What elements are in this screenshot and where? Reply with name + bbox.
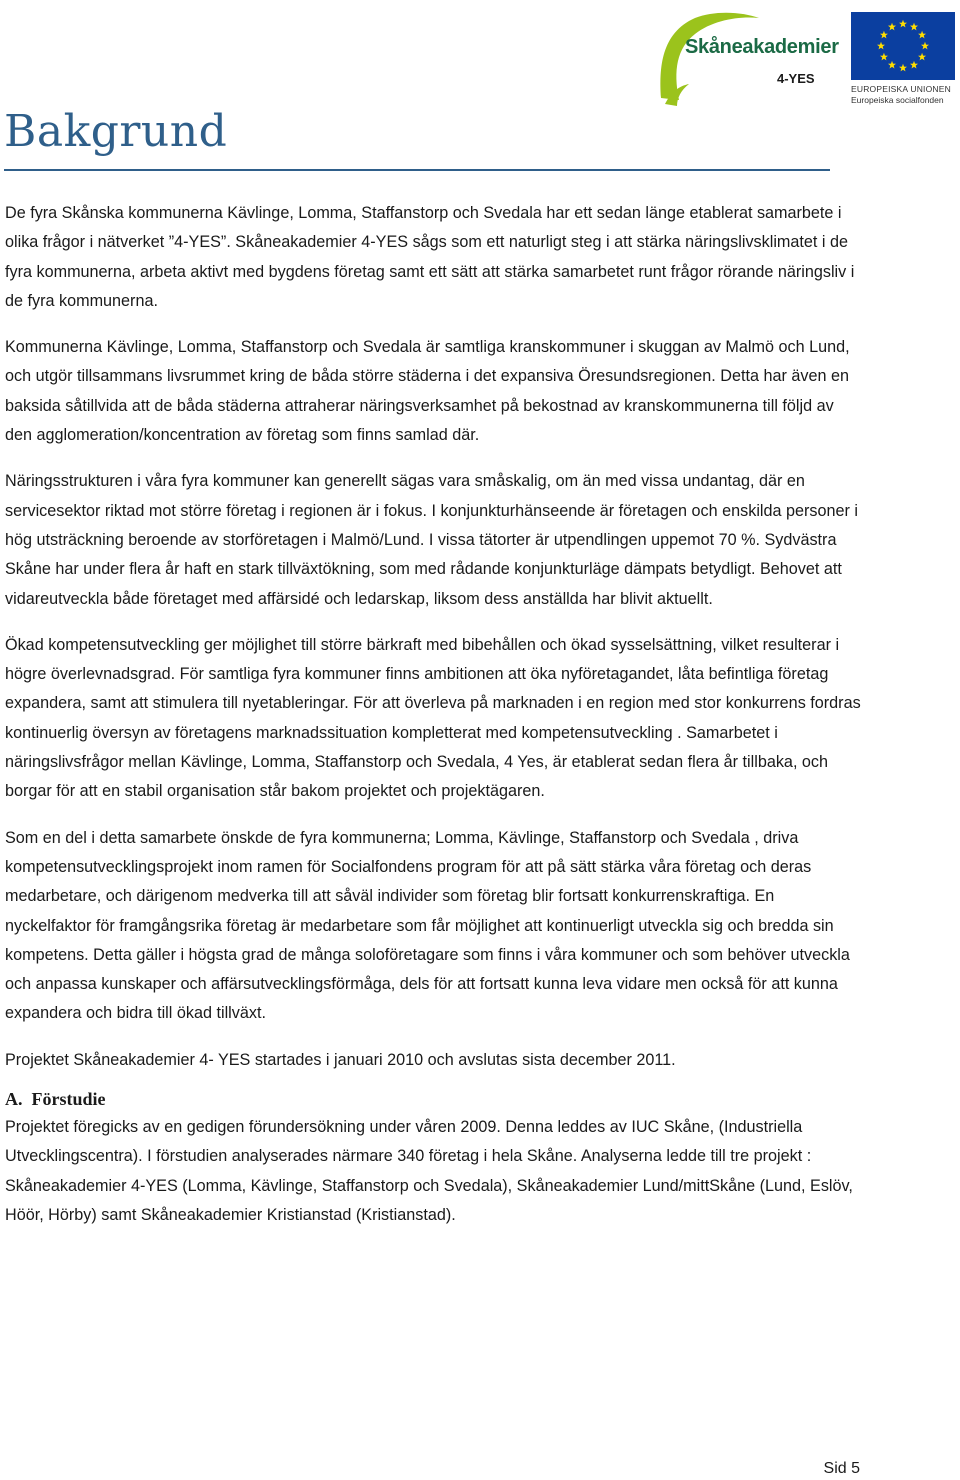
eu-stars-icon xyxy=(851,12,955,80)
section-a-title: Förstudie xyxy=(31,1089,106,1110)
heading-divider xyxy=(4,169,830,171)
eu-star-icon xyxy=(921,42,929,50)
eu-star-icon xyxy=(880,53,888,61)
eu-star-icon xyxy=(877,42,885,50)
section-a-text: Projektet föregicks av en gedigen förundersökning under våren 2009. Denna leddes av IUC Skåne, (Industriella Utvecklingscentra). I förstudien analyserades närmare 340 företag i hela Skåne. Analyserna ledde till tre projekt : Skåneakademier 4-YES (Lomma, Kävlinge, Staffanstorp och Svedala), Skåneakademier Lund/mittSkåne (Lund, Eslöv, Höör, Hörby) samt Skåneakademier Kristianstad (Kristianstad). xyxy=(5,1118,853,1224)
paragraph-4: Ökad kompetensutveckling ger möjlighet till större bärkraft med bibehållen och ökad sysselsättning, vilket resulterar i högre överlevnadsgrad. För samtliga fyra kommuner finns ambitionen att öka nyföretagandet, låta befintliga företag expandera, samt att stimulera till nyetableringar. För att överleva på marknaden i en region med stor konkurrens fordras kontinuerlig översyn av företagens marknadssituation kompletterat med kompetensutveckling . Samarbetet i näringslivsfrågor mellan Kävlinge, Lomma, Staffanstorp och Svedala, 4 Yes, är etablerat sedan flera år tillbaka, och borgar för att en stabil organisation står bakom projektet och projektägaren. xyxy=(5,635,861,801)
eu-star-icon xyxy=(888,23,896,31)
skaneakademier-wordmark: Skåneakademier xyxy=(685,36,839,58)
paragraph-2: Kommunerna Kävlinge, Lomma, Staffanstorp och Svedala är samtliga kranskommuner i skuggan av Malmö och Lund, och utgör tillsammans livsrummet kring de båda större städerna i det expansiva Öresundsregionen. Detta har även en baksida såtillvida att de båda städerna attraherar näringsverksamhet på bekostnad av kranskommunerna till följd av den agglomeration/koncentration av företag som finns samlad där. xyxy=(5,338,850,445)
eu-star-icon xyxy=(918,31,926,39)
document-body xyxy=(5,199,865,1247)
paragraph-5: Som en del i detta samarbete önskde de fyra kommunerna; Lomma, Kävlinge, Staffanstorp och Svedala , driva kompetensutvecklingsprojekt inom ramen för Socialfondens program för att på sätt stärka våra företag och deras medarbetare, och därigenom medverka till att såväl individer som företag blir fortsatt konkurrenskraftiga. En nyckelfaktor för framgångsrika företag är medarbetare som får möjlighet att kontinuerligt utveckla sig och bredda sin kompetens. Detta gäller i högsta grad de många soloföretagare som finns i våra kommuner och som behöver utveckla och anpassa kunskaper och affärsutvecklingsförmåga, dels för att fortsatt kunna leva vidare men också för att kunna expandera och bidra till ökad tillväxt. xyxy=(5,828,850,1023)
eu-star-icon xyxy=(899,20,907,28)
eu-star-icon xyxy=(880,31,888,39)
paragraph-6: Projektet Skåneakademier 4- YES startades i januari 2010 och avslutas sista december 2011. xyxy=(5,1050,676,1069)
eu-star-icon xyxy=(918,53,926,61)
section-a-label: A. xyxy=(5,1089,23,1110)
eu-star-icon xyxy=(899,64,907,72)
eu-logo-line2: Europeiska socialfonden xyxy=(851,95,944,105)
eu-star-icon xyxy=(888,61,896,69)
skaneakademier-subtitle: 4-YES xyxy=(777,71,815,86)
eu-logo-line1: EUROPEISKA UNIONEN xyxy=(851,84,951,94)
paragraph-3: Näringsstrukturen i våra fyra kommuner kan generellt sägas vara småskalig, om än med vissa undantag, där en servicesektor riktad mot större företag i regionen är i fokus. I konjunkturhänseende är företagen och enskilda personer i hög utsträckning beroende av storföretagen i Malmö/Lund. I vissa tätorter är utpendlingen uppemot 70 %. Sydvästra Skåne har under flera år haft en stark tillväxtökning, som med rådande konjunkturläge dämpats betydligt. Behovet att vidareutveckla både företaget med affärsidé och ledarskap, liksom dess anställda har blivit aktuellt. xyxy=(5,472,858,608)
skaneakademier-logo xyxy=(655,8,839,108)
paragraph-1: De fyra Skånska kommunerna Kävlinge, Lomma, Staffanstorp och Svedala har ett sedan länge etablerat samarbete i olika frågor i nätverket ”4-YES”. Skåneakademier 4-YES sågs som ett naturligt steg i att stärka näringslivsklimatet i de fyra kommunerna, arbeta aktivt med bygdens företag samt ett sätt att stärka samarbetet runt frågor rörande näringsliv i de fyra kommunerna. xyxy=(5,204,855,310)
section-a-heading xyxy=(5,1085,865,1113)
page-title: Bakgrund xyxy=(4,106,228,157)
eu-star-icon xyxy=(910,61,918,69)
page-number: Sid 5 xyxy=(823,1460,860,1477)
eu-star-icon xyxy=(910,23,918,31)
eu-logo xyxy=(851,12,955,108)
header-logos xyxy=(655,8,960,108)
eu-flag xyxy=(851,12,955,80)
